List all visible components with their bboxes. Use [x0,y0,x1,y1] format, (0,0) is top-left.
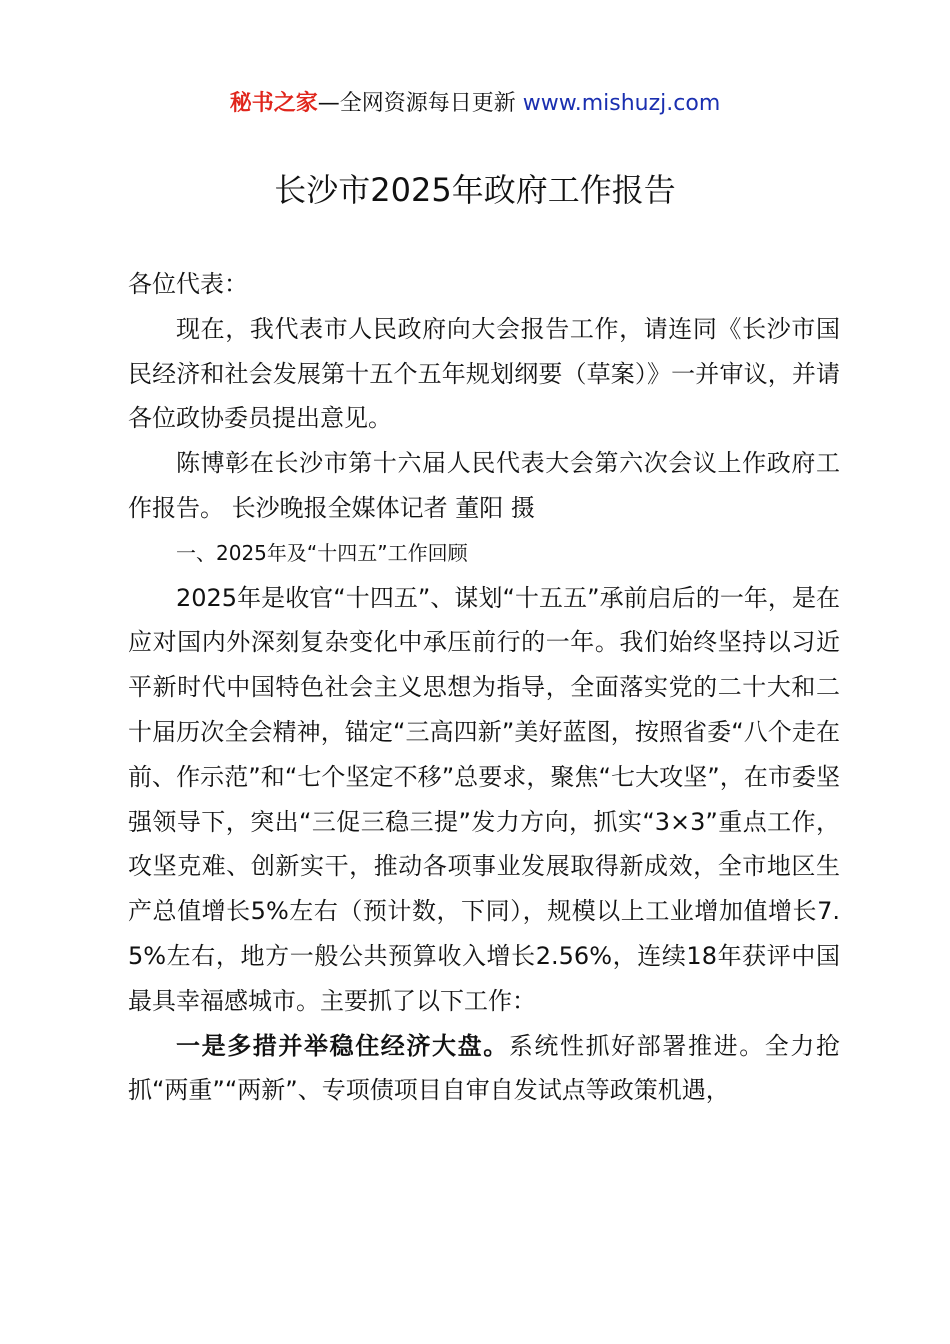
photo-caption-paragraph: 陈博彰在长沙市第十六届人民代表大会第六次会议上作政府工作报告。 长沙晚报全媒体记者 董阳 摄 [128,449,840,522]
point-one-paragraph [128,1024,840,1114]
point-one-lead: 一是多措并举稳住经济大盘。 [176,1031,509,1060]
site-url-link[interactable]: www.mishuzj.com [522,91,721,116]
intro-paragraph: 现在，我代表市人民政府向大会报告工作，请连同《长沙市国民经济和社会发展第十五个五年规划纲要（草案）》一并审议，并请各位政协委员提出意见。 [128,314,840,433]
salutation: 各位代表： [128,270,248,298]
header-slogan: —全网资源每日更新 [317,91,516,116]
document-title: 长沙市2025年政府工作报告 [274,171,676,209]
site-header [0,88,950,120]
document-body [128,262,840,1113]
section-heading: 一、2025年及“十四五”工作回顾 [176,540,468,565]
point-one-text: 系统性抓好部署推进。全力抢抓“两重”“两新”、专项债项目自审自发试点等政策机遇， [128,1031,841,1105]
review-paragraph: 2025年是收官“十四五”、谋划“十五五”承前启后的一年，是在应对国内外深刻复杂变化中承压前行的一年。我们始终坚持以习近平新时代中国特色社会主义思想为指导，全面落实党的二十大和二十届历次全会精神，锚定“三高四新”美好蓝图，按照省委“八个走在前、作示范”和“七个坚定不移”总要求，聚焦“七大攻坚”，在市委坚强领导下，突出“三促三稳三提”发力方向，抓实“3×3”重点工作，攻坚克难、创新实干，推动各项事业发展取得新成效，全市地区生产总值增长5%左右（预计数，下同），规模以上工业增加值增长7.5%左右，地方一般公共预算收入增长2.56%，连续18年获评中国最具幸福感城市。主要抓了以下工作： [128,583,840,1015]
brand-name: 秘书之家 [229,91,318,116]
